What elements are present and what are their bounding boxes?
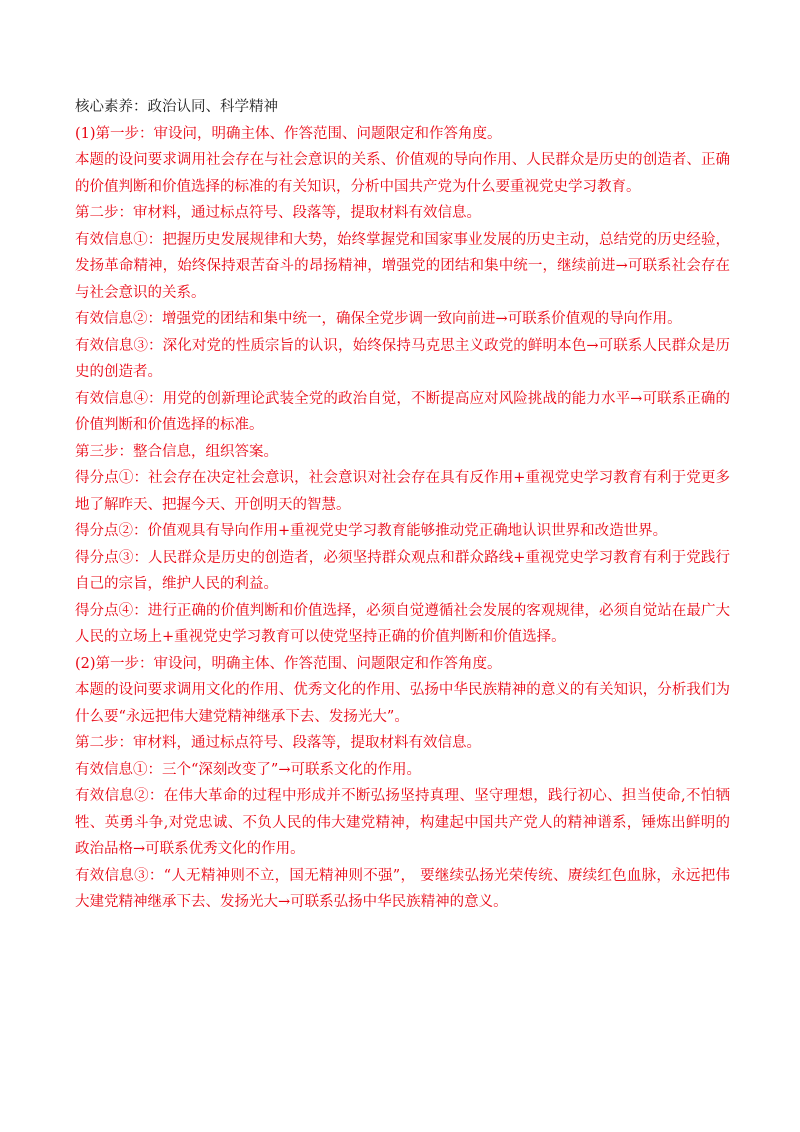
q1-score-point-3: 得分点③：人民群众是历史的创造者，必须坚持群众观点和群众路线+重视党史学习教育有利于党践行自己的宗旨，维护人民的利益。	[75, 549, 730, 592]
q1-question-requirement: 本题的设问要求调用社会存在与社会意识的关系、价值观的导向作用、人民群众是历史的创造者、正确的价值判断和价值选择的标准的有关知识，分析中国共产党为什么要重视党史学习教育。	[75, 152, 730, 195]
q1-score-point-4: 得分点④：进行正确的价值判断和价值选择，必须自觉遵循社会发展的客观规律，必须自觉站在最广大人民的立场上+重视党史学习教育可以使党坚持正确的价值判断和价值选择。	[75, 602, 730, 645]
q2-effective-info-3: 有效信息③：“人无精神则不立，国无精神则不强”， 要继续弘扬光荣传统、赓续红色血脉，永远把伟大建党精神继承下去、发扬光大→可联系弘扬中华民族精神的意义。	[75, 867, 730, 910]
answer-analysis-body	[75, 94, 730, 916]
q1-effective-info-1: 有效信息①：把握历史发展规律和大势，始终掌握党和国家事业发展的历史主动，总结党的历史经验，发扬革命精神，始终保持艰苦奋斗的昂扬精神，增强党的团结和集中统一，继续前进→可联系社会存在与社会意识的关系。	[75, 231, 730, 301]
q2-question-requirement: 本题的设问要求调用文化的作用、优秀文化的作用、弘扬中华民族精神的意义的有关知识，分析我们为什么要“永远把伟大建党精神继承下去、发扬光大”。	[75, 682, 730, 725]
q1-score-point-1: 得分点①：社会存在决定社会意识，社会意识对社会存在具有反作用+重视党史学习教育有利于党更多地了解昨天、把握今天、开创明天的智慧。	[75, 470, 730, 513]
q1-effective-info-4: 有效信息④：用党的创新理论武装全党的政治自觉，不断提高应对风险挑战的能力水平→可联系正确的价值判断和价值选择的标准。	[75, 390, 730, 433]
q1-step3-heading: 第三步：整合信息，组织答案。	[75, 443, 278, 460]
q1-step2-heading: 第二步：审材料，通过标点符号、段落等，提取材料有效信息。	[75, 205, 481, 221]
q2-step2-heading: 第二步：审材料，通过标点符号、段落等，提取材料有效信息。	[75, 735, 481, 751]
q2-step1-heading: (2)第一步：审设问，明确主体、作答范围、问题限定和作答角度。	[75, 655, 502, 672]
q1-effective-info-2: 有效信息②：增强党的团结和集中统一，确保全党步调一致向前进→可联系价值观的导向作用。	[75, 311, 682, 327]
q2-effective-info-1: 有效信息①：三个“深刻改变了”→可联系文化的作用。	[75, 761, 421, 778]
q1-effective-info-3: 有效信息③：深化对党的性质宗旨的认识，始终保持马克思主义政党的鲜明本色→可联系人民群众是历史的创造者。	[75, 337, 730, 380]
q2-effective-info-2: 有效信息②：在伟大革命的过程中形成并不断弘扬坚持真理、坚守理想，践行初心、担当使命,不怕牺牲、英勇斗争,对党忠诚、不负人民的伟大建党精神，构建起中国共产党人的精神谱系，锤炼出鲜明的政治品格→可联系优秀文化的作用。	[75, 788, 730, 857]
core-literacy-line: 核心素养：政治认同、科学精神	[75, 99, 278, 115]
q1-score-point-2: 得分点②：价值观具有导向作用+重视党史学习教育能够推动党正确地认识世界和改造世界。	[75, 523, 668, 539]
q1-step1-heading: (1)第一步：审设问，明确主体、作答范围、问题限定和作答角度。	[75, 125, 502, 142]
